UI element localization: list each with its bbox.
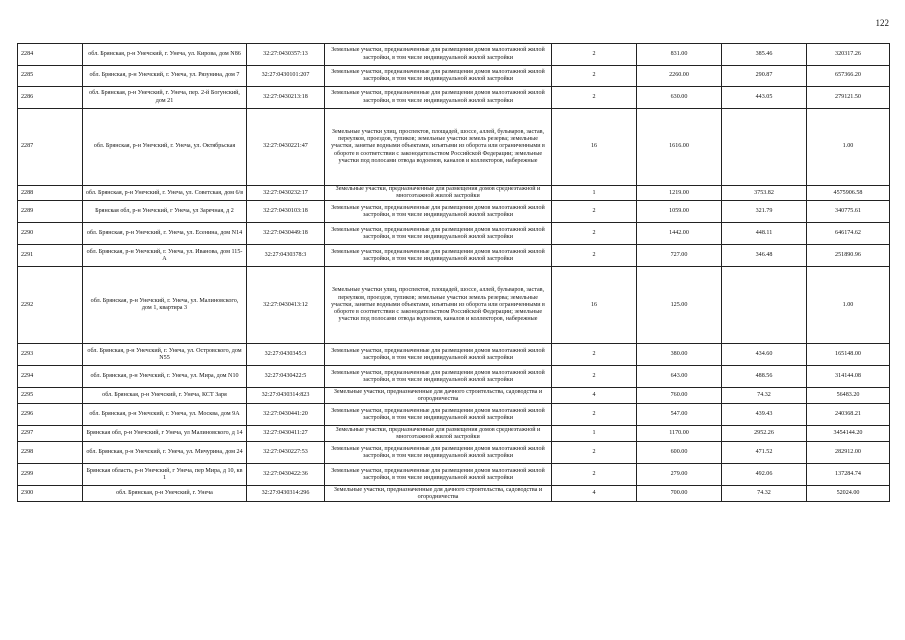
row-number-cell: 2292: [18, 267, 83, 344]
cadastral-number-cell: 32:27:0430449:18: [247, 223, 325, 245]
address-cell: обл. Брянская, р-н Унечский, г. Унеча, ул. Кирова, дом N86: [83, 44, 247, 66]
row-number-cell: 2296: [18, 404, 83, 426]
use-group-cell: 4: [552, 486, 637, 502]
use-group-cell: 16: [552, 109, 637, 186]
land-use-cell: Земельные участки, предназначенные для размещения домов среднеэтажной и многоэтажной жилой застройки: [325, 186, 552, 201]
row-number-cell: 2288: [18, 186, 83, 201]
row-number-cell: 2297: [18, 426, 83, 442]
address-cell: обл. Брянская, р-н Унечский, г. Унеча, ул. Мира, дом N10: [83, 366, 247, 388]
table-row: [18, 201, 890, 223]
area-cell: 1219.00: [637, 186, 722, 201]
land-use-cell: Земельные участки, предназначенные для размещения домов малоэтажной жилой застройки, в том числе индивидуальной жилой застройки: [325, 344, 552, 366]
table-row: [18, 109, 890, 186]
specific-value-cell: [722, 109, 807, 186]
cadastral-value-cell: 165148.00: [807, 344, 890, 366]
land-use-cell: Земельные участки улиц, проспектов, площадей, шоссе, аллей, бульваров, застав, переулков, проездов, тупиков; земельные участки земель резерва; земельные участки, занятые водными объектами, изъятыми из оборота или ограниченными в обороте в соответствии с законодательством Российской Федерации; земельные участки под полосами отвода водоемов, каналов и коллекторов, набережные: [325, 267, 552, 344]
row-number-cell: 2285: [18, 66, 83, 87]
address-cell: обл. Брянская, р-н Унечский, г. Унеча, ул. Рязунина, дом 7: [83, 66, 247, 87]
cadastral-value-cell: 251890.96: [807, 245, 890, 267]
cadastral-number-cell: 32:27:0430441:20: [247, 404, 325, 426]
address-cell: обл. Брянская, р-н Унечский, г. Унеча, ул. Москва, дом 9А: [83, 404, 247, 426]
table-row: [18, 267, 890, 344]
area-cell: 125.00: [637, 267, 722, 344]
cadastral-number-cell: 32:27:0430213:18: [247, 87, 325, 109]
address-cell: Брянская обл, р-н Унечский, г Унеча, ул Заречная, д 2: [83, 201, 247, 223]
cadastral-number-cell: 32:27:0430227:53: [247, 442, 325, 464]
cadastral-value-cell: 240368.21: [807, 404, 890, 426]
use-group-cell: 2: [552, 44, 637, 66]
area-cell: 643.00: [637, 366, 722, 388]
land-use-cell: Земельные участки, предназначенные для размещения домов малоэтажной жилой застройки, в том числе индивидуальной жилой застройки: [325, 245, 552, 267]
address-cell: обл. Брянская, р-н Унечский, г. Унеча, КСТ Заря: [83, 388, 247, 404]
cadastral-number-cell: 32:27:0430413:12: [247, 267, 325, 344]
land-use-cell: Земельные участки, предназначенные для размещения домов малоэтажной жилой застройки, в том числе индивидуальной жилой застройки: [325, 442, 552, 464]
area-cell: 831.00: [637, 44, 722, 66]
specific-value-cell: 492.06: [722, 464, 807, 486]
specific-value-cell: 74.32: [722, 486, 807, 502]
land-use-cell: Земельные участки, предназначенные для размещения домов среднеэтажной и многоэтажной жилой застройки: [325, 426, 552, 442]
cadastral-value-cell: 320317.26: [807, 44, 890, 66]
table-row: [18, 442, 890, 464]
land-use-cell: Земельные участки, предназначенные для дачного строительства, садоводства и огородничества: [325, 388, 552, 404]
table-body: [18, 44, 890, 502]
use-group-cell: 2: [552, 66, 637, 87]
specific-value-cell: 448.11: [722, 223, 807, 245]
address-cell: обл. Брянская, р-н Унечский, г. Унеча, ул. Иванова, дом 115-А: [83, 245, 247, 267]
table-row: [18, 87, 890, 109]
land-use-cell: Земельные участки, предназначенные для размещения домов малоэтажной жилой застройки, в том числе индивидуальной жилой застройки: [325, 66, 552, 87]
specific-value-cell: 321.79: [722, 201, 807, 223]
cadastral-number-cell: 32:27:0430101:207: [247, 66, 325, 87]
address-cell: Брянская обл, р-н Унечский, г Унеча, ул Малиновского, д 14: [83, 426, 247, 442]
table-row: [18, 44, 890, 66]
area-cell: 380.00: [637, 344, 722, 366]
use-group-cell: 1: [552, 426, 637, 442]
row-number-cell: 2298: [18, 442, 83, 464]
table-row: [18, 344, 890, 366]
row-number-cell: 2290: [18, 223, 83, 245]
use-group-cell: 2: [552, 344, 637, 366]
specific-value-cell: 346.48: [722, 245, 807, 267]
specific-value-cell: 3753.82: [722, 186, 807, 201]
cadastral-value-cell: 4575906.58: [807, 186, 890, 201]
land-use-cell: Земельные участки, предназначенные для размещения домов малоэтажной жилой застройки, в том числе индивидуальной жилой застройки: [325, 404, 552, 426]
specific-value-cell: 439.43: [722, 404, 807, 426]
cadastral-number-cell: 32:27:0430357:13: [247, 44, 325, 66]
table-row: [18, 245, 890, 267]
cadastral-value-cell: 52024.00: [807, 486, 890, 502]
specific-value-cell: 290.87: [722, 66, 807, 87]
cadastral-value-cell: 137284.74: [807, 464, 890, 486]
land-use-cell: Земельные участки улиц, проспектов, площадей, шоссе, аллей, бульваров, застав, переулков, проездов, тупиков; земельные участки земель резерва; земельные участки, занятые водными объектами, изъятыми из оборота или ограниченными в обороте в соответствии с законодательством Российской Федерации; земельные участки под полосами отвода водоемов, каналов и коллекторов, набережные: [325, 109, 552, 186]
cadastral-number-cell: 32:27:0430345:3: [247, 344, 325, 366]
address-cell: обл. Брянская, р-н Унечский, г. Унеча, ул. Советская, дом 6/в: [83, 186, 247, 201]
area-cell: 2260.00: [637, 66, 722, 87]
cadastral-value-cell: 279121.50: [807, 87, 890, 109]
area-cell: 279.00: [637, 464, 722, 486]
table-row: [18, 186, 890, 201]
table-row: [18, 426, 890, 442]
row-number-cell: 2294: [18, 366, 83, 388]
address-cell: обл. Брянская, р-н Унечский, г. Унеча, ул. Малиновского, дом 1, квартира 3: [83, 267, 247, 344]
land-use-cell: Земельные участки, предназначенные для размещения домов малоэтажной жилой застройки, в том числе индивидуальной жилой застройки: [325, 201, 552, 223]
use-group-cell: 2: [552, 366, 637, 388]
table-row: [18, 486, 890, 502]
table-row: [18, 366, 890, 388]
row-number-cell: 2286: [18, 87, 83, 109]
specific-value-cell: 471.52: [722, 442, 807, 464]
area-cell: 1059.00: [637, 201, 722, 223]
area-cell: 1616.00: [637, 109, 722, 186]
cadastral-value-cell: 1.00: [807, 109, 890, 186]
cadastral-value-cell: 340775.61: [807, 201, 890, 223]
specific-value-cell: 385.46: [722, 44, 807, 66]
land-use-cell: Земельные участки, предназначенные для дачного строительства, садоводства и огородничества: [325, 486, 552, 502]
use-group-cell: 4: [552, 388, 637, 404]
row-number-cell: 2295: [18, 388, 83, 404]
specific-value-cell: 488.56: [722, 366, 807, 388]
row-number-cell: 2287: [18, 109, 83, 186]
cadastral-number-cell: 32:27:0430232:17: [247, 186, 325, 201]
use-group-cell: 16: [552, 267, 637, 344]
cadastral-value-cell: 282912.00: [807, 442, 890, 464]
specific-value-cell: [722, 267, 807, 344]
row-number-cell: 2289: [18, 201, 83, 223]
area-cell: 760.00: [637, 388, 722, 404]
address-cell: обл. Брянская, р-н Унечский, г. Унеча, ул. Есенина, дом N14: [83, 223, 247, 245]
use-group-cell: 1: [552, 186, 637, 201]
use-group-cell: 2: [552, 201, 637, 223]
address-cell: обл. Брянская, р-н Унечский, г. Унеча, ул. Островского, дом N55: [83, 344, 247, 366]
land-valuation-table: [17, 43, 890, 502]
specific-value-cell: 434.60: [722, 344, 807, 366]
use-group-cell: 2: [552, 245, 637, 267]
use-group-cell: 2: [552, 404, 637, 426]
address-cell: обл. Брянская, р-н Унечский, г. Унеча, пер. 2-й Богунский, дом 21: [83, 87, 247, 109]
use-group-cell: 2: [552, 87, 637, 109]
table-row: [18, 388, 890, 404]
cadastral-number-cell: 32:27:0430314:296: [247, 486, 325, 502]
row-number-cell: 2300: [18, 486, 83, 502]
land-use-cell: Земельные участки, предназначенные для размещения домов малоэтажной жилой застройки, в том числе индивидуальной жилой застройки: [325, 366, 552, 388]
table-row: [18, 223, 890, 245]
land-use-cell: Земельные участки, предназначенные для размещения домов малоэтажной жилой застройки, в том числе индивидуальной жилой застройки: [325, 87, 552, 109]
table-row: [18, 404, 890, 426]
cadastral-number-cell: 32:27:0430221:47: [247, 109, 325, 186]
use-group-cell: 2: [552, 464, 637, 486]
address-cell: Брянская область, р-н Унечский, г Унеча, пер Мира, д 10, кв 1: [83, 464, 247, 486]
use-group-cell: 2: [552, 223, 637, 245]
cadastral-value-cell: 646174.62: [807, 223, 890, 245]
specific-value-cell: 74.32: [722, 388, 807, 404]
address-cell: обл. Брянская, р-н Унечский, г. Унеча: [83, 486, 247, 502]
area-cell: 547.00: [637, 404, 722, 426]
cadastral-value-cell: 1.00: [807, 267, 890, 344]
cadastral-value-cell: 314144.08: [807, 366, 890, 388]
address-cell: обл. Брянская, р-н Унечский, г. Унеча, ул. Мичурина, дом 24: [83, 442, 247, 464]
cadastral-number-cell: 32:27:0430103:18: [247, 201, 325, 223]
specific-value-cell: 2952.26: [722, 426, 807, 442]
area-cell: 727.00: [637, 245, 722, 267]
area-cell: 630.00: [637, 87, 722, 109]
area-cell: 1170.00: [637, 426, 722, 442]
cadastral-value-cell: 3454144.20: [807, 426, 890, 442]
cadastral-value-cell: 56483.20: [807, 388, 890, 404]
use-group-cell: 2: [552, 442, 637, 464]
row-number-cell: 2293: [18, 344, 83, 366]
area-cell: 1442.00: [637, 223, 722, 245]
table-row: [18, 66, 890, 87]
table-row: [18, 464, 890, 486]
cadastral-number-cell: 32:27:0430411:27: [247, 426, 325, 442]
row-number-cell: 2284: [18, 44, 83, 66]
land-use-cell: Земельные участки, предназначенные для размещения домов малоэтажной жилой застройки, в том числе индивидуальной жилой застройки: [325, 44, 552, 66]
area-cell: 700.00: [637, 486, 722, 502]
cadastral-number-cell: 32:27:0430422:36: [247, 464, 325, 486]
land-use-cell: Земельные участки, предназначенные для размещения домов малоэтажной жилой застройки, в том числе индивидуальной жилой застройки: [325, 223, 552, 245]
cadastral-number-cell: 32:27:0430378:3: [247, 245, 325, 267]
page-number: 122: [875, 18, 889, 28]
cadastral-number-cell: 32:27:0430422:5: [247, 366, 325, 388]
cadastral-value-cell: 657366.20: [807, 66, 890, 87]
specific-value-cell: 443.05: [722, 87, 807, 109]
row-number-cell: 2299: [18, 464, 83, 486]
land-use-cell: Земельные участки, предназначенные для размещения домов малоэтажной жилой застройки, в том числе индивидуальной жилой застройки: [325, 464, 552, 486]
row-number-cell: 2291: [18, 245, 83, 267]
cadastral-number-cell: 32:27:0430314:823: [247, 388, 325, 404]
address-cell: обл. Брянская, р-н Унечский, г. Унеча, ул. Октябрьская: [83, 109, 247, 186]
area-cell: 600.00: [637, 442, 722, 464]
